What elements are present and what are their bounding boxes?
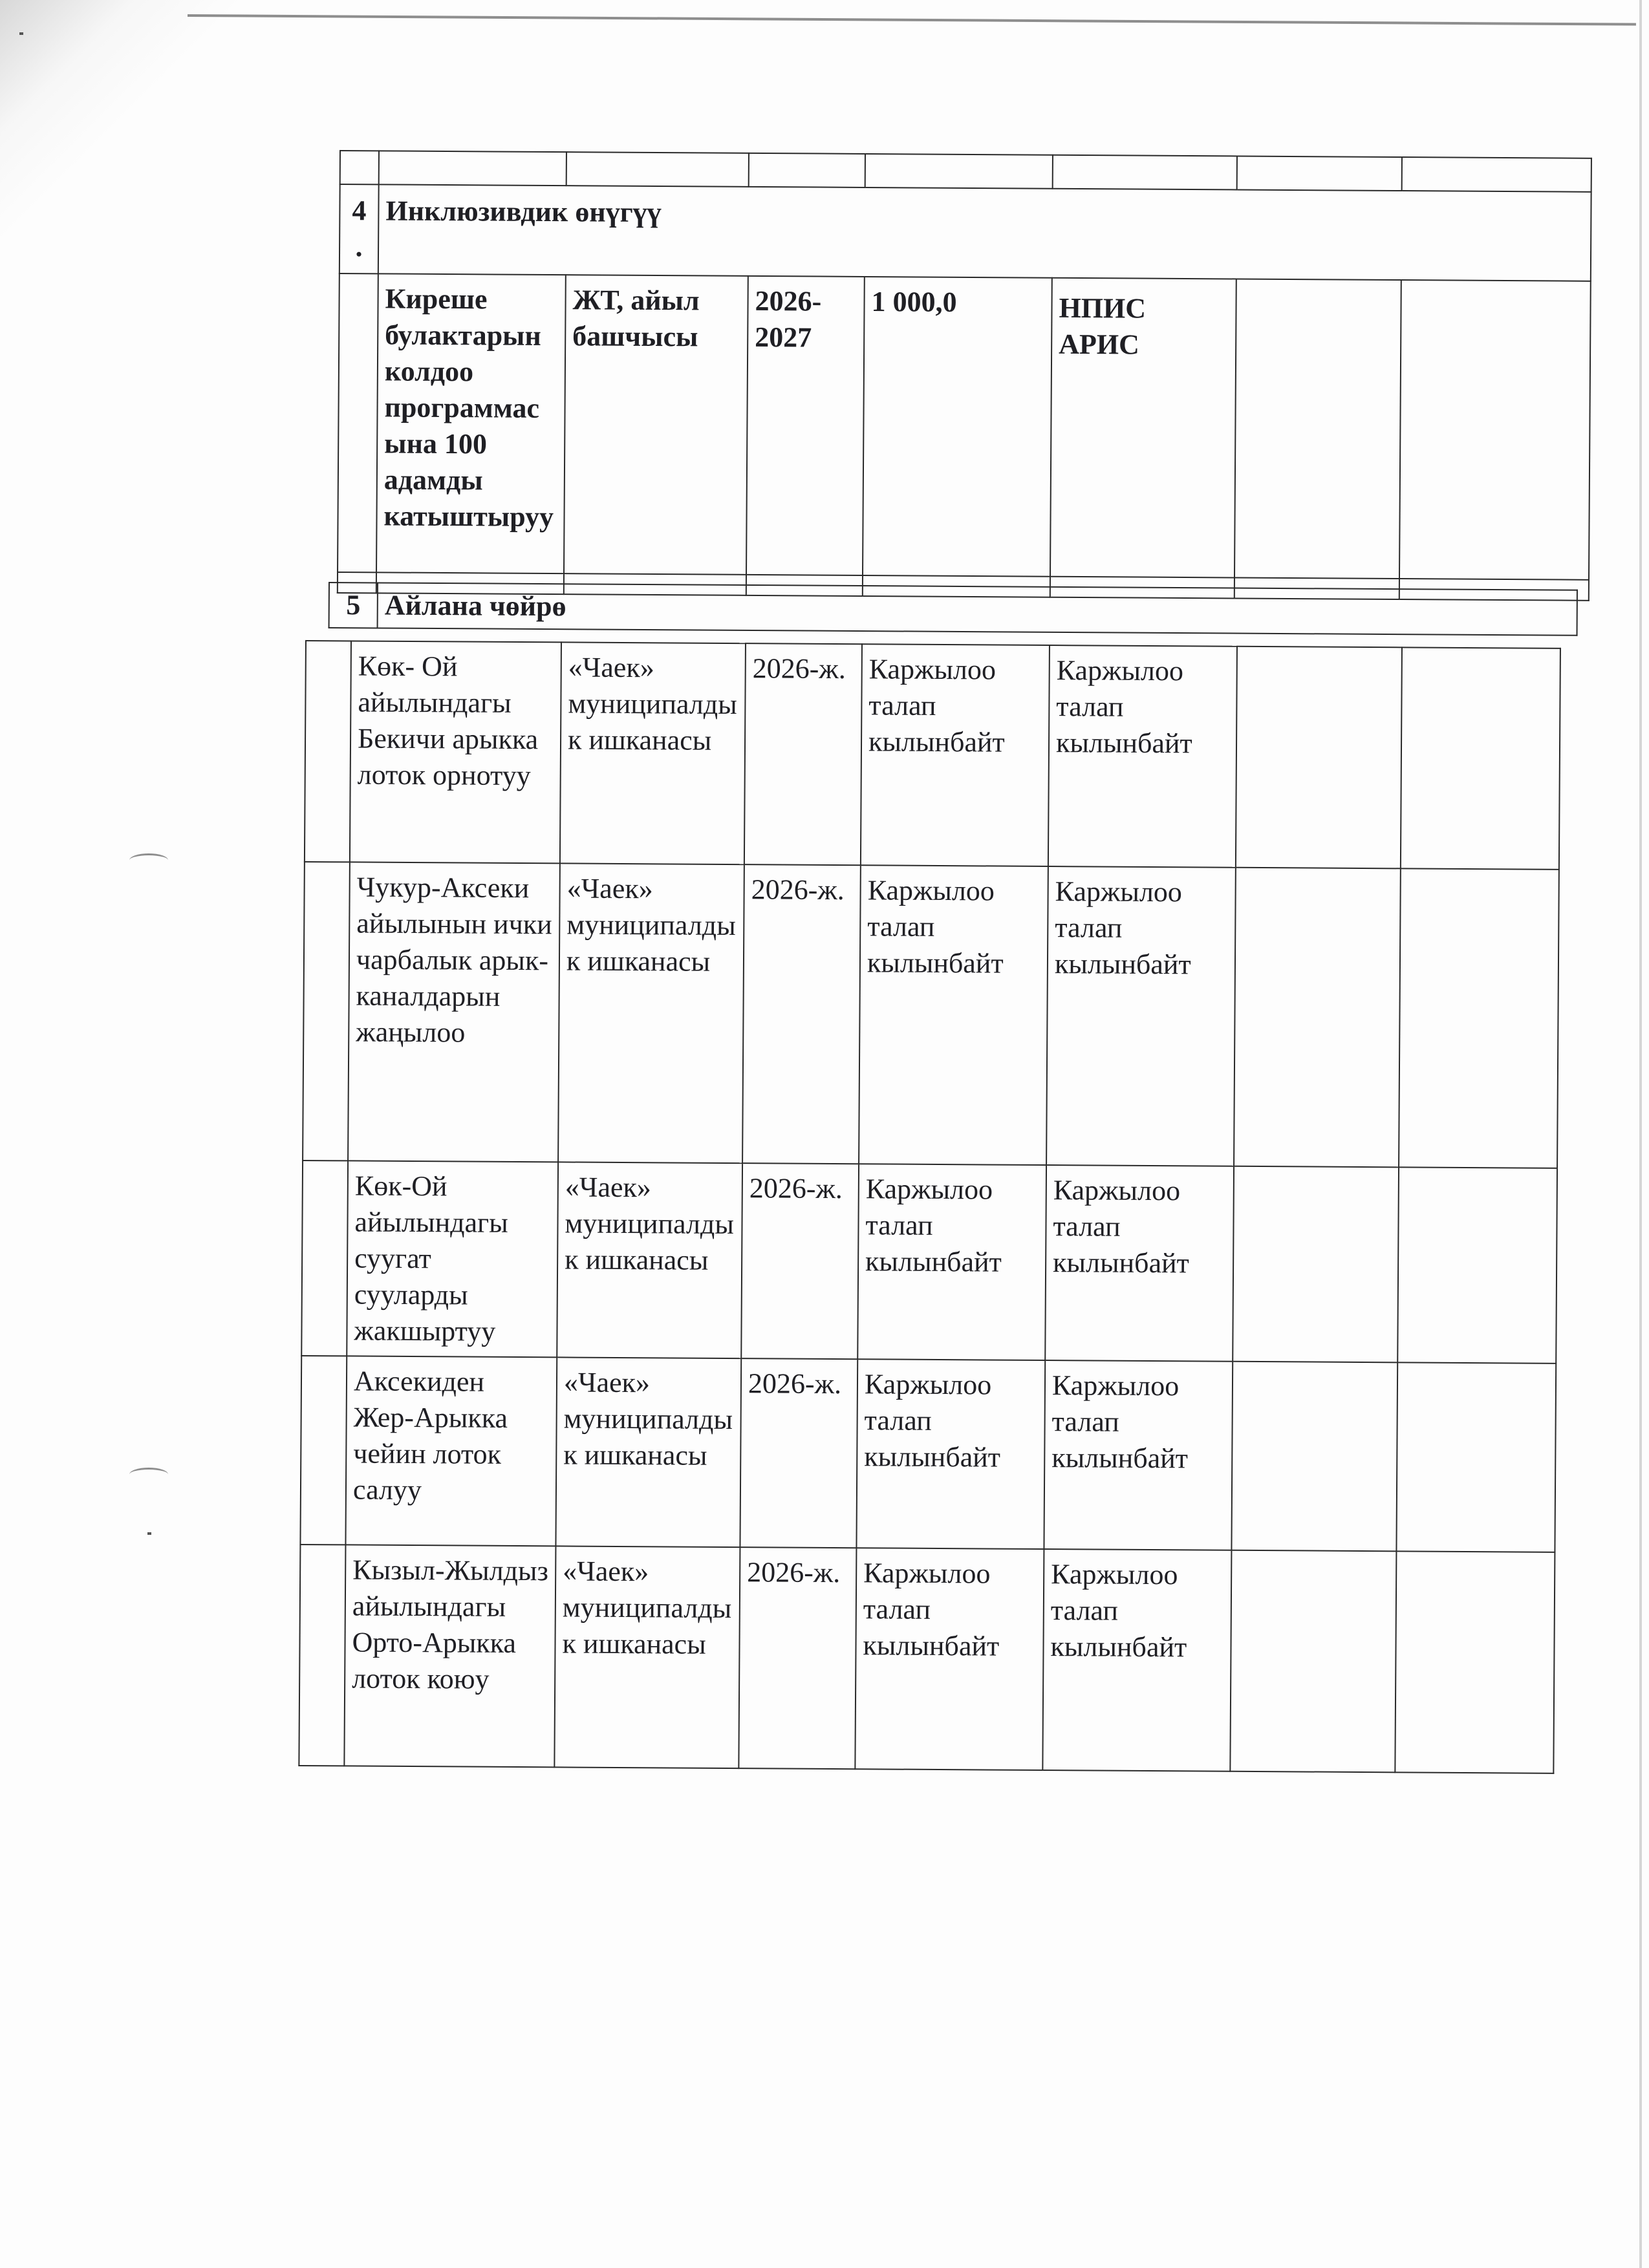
scan-speck: [19, 32, 23, 35]
amount-cell: Каржылоо талап кылынбайт: [861, 644, 1050, 866]
scan-smudge: [129, 853, 168, 867]
section-5-table: [298, 640, 1561, 1774]
section-title: Инклюзивдик өнүгүү: [378, 184, 1591, 281]
activity-cell: Көк- Ой айылындагы Бекичи арыкка лоток орнотуу: [350, 641, 561, 863]
amount-cell: Каржылоо талап кылынбайт: [859, 865, 1048, 1165]
section-4-table: [337, 150, 1592, 601]
empty-cell: [1399, 280, 1591, 580]
period-cell: 2026-ж.: [740, 1358, 857, 1548]
section-title: Айлана чөйрө: [378, 583, 1577, 635]
activity-cell: Кызыл-Жылдыз айылындагы Орто-Арыкка лоток коюу: [344, 1545, 555, 1767]
responsible-cell: «Чаек» муниципалдык ишканасы: [560, 642, 746, 864]
source-cell: Каржылоо талап кылынбайт: [1044, 1360, 1233, 1550]
table-row: [305, 641, 1560, 870]
period-cell: 2026-ж.: [738, 1547, 856, 1769]
amount-cell: Каржылоо талап кылынбайт: [855, 1548, 1044, 1770]
source-cell: НПИС АРИС: [1050, 278, 1236, 578]
source-cell: Каржылоо талап кылынбайт: [1045, 1165, 1234, 1362]
responsible-cell: «Чаек» муниципалдык ишканасы: [557, 1162, 742, 1358]
source-cell: Каржылоо талап кылынбайт: [1042, 1549, 1231, 1771]
source-cell: Каржылоо талап кылынбайт: [1046, 866, 1236, 1166]
period-cell: 2026-ж.: [744, 643, 862, 865]
section-header-row: [329, 583, 1577, 636]
scan-shadow: [0, 0, 246, 362]
period-cell: 2026-ж.: [742, 864, 861, 1164]
table-row: [301, 1161, 1557, 1364]
scan-edge-line: [188, 14, 1636, 26]
responsible-cell: «Чаек» муниципалдык ишканасы: [555, 1357, 741, 1547]
scan-speck: [147, 1532, 151, 1535]
period-cell: 2026-2027: [746, 276, 865, 575]
source-cell: Каржылоо талап кылынбайт: [1048, 645, 1237, 868]
section-number: 5: [329, 583, 378, 628]
table-row: [300, 1356, 1556, 1552]
scan-smudge: [129, 1468, 168, 1481]
amount-cell: 1 000,0: [863, 277, 1052, 577]
responsible-cell: «Чаек» муниципалдык ишканасы: [558, 863, 744, 1163]
responsible-cell: «Чаек» муниципалдык ишканасы: [554, 1546, 740, 1768]
section-number: 4 .: [339, 184, 379, 273]
empty-cell: [1234, 279, 1401, 579]
activity-cell: Көк-Ой айылындагы суугат сууларды жакшыртуу: [347, 1161, 558, 1357]
table-row: [303, 862, 1559, 1168]
activity-cell: Чукур-Аксеки айылынын ички чарбалык арык-каналдарын жаңылоо: [348, 862, 560, 1162]
table-row: [338, 273, 1591, 580]
activity-cell: Киреше булактарын колдоо программасына 100 адамды катыштыруу: [376, 273, 566, 573]
amount-cell: Каржылоо талап кылынбайт: [857, 1164, 1046, 1360]
scan-edge-line-right: [1639, 0, 1642, 2268]
section-header-row: [339, 184, 1591, 281]
period-cell: 2026-ж.: [741, 1163, 859, 1359]
responsible-cell: ЖТ, айыл башчысы: [564, 275, 748, 575]
activity-cell: Аксекиден Жер-Арыкка чейин лоток салуу: [345, 1356, 557, 1546]
amount-cell: Каржылоо талап кылынбайт: [856, 1359, 1045, 1549]
table-row: [299, 1545, 1555, 1773]
section-5-header: [329, 582, 1578, 636]
